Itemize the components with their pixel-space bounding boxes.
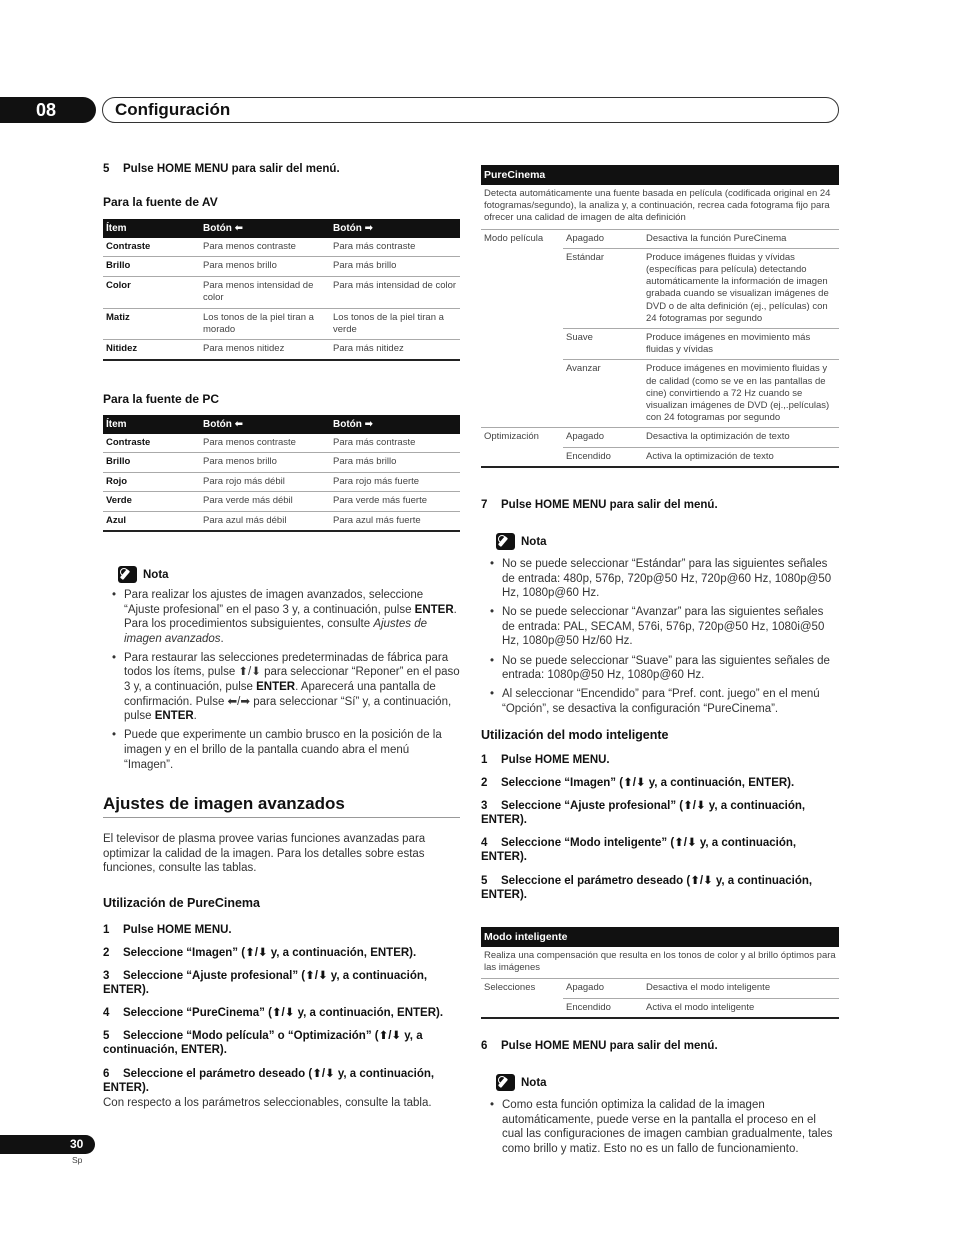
cell: Produce imágenes en movimiento fluidas y de calidad (como se ve en las pantallas de cine) convirtiendo a 72 Hz cuando se visualizan imágenes de DVD (ej.,.películas) con 24 fotogramas por segundo xyxy=(643,360,839,428)
cell: Para menos nitidez xyxy=(200,340,330,360)
list-item: • Al seleccionar “Encendido” para “Pref. cont. juego” en el menú “Opción”, se desactiva la configuración “PureCinema”. xyxy=(481,687,839,716)
notes-list xyxy=(481,557,839,721)
av-settings-table xyxy=(103,219,460,361)
cell: Matiz xyxy=(103,308,200,340)
list-item: • No se puede seleccionar “Suave” para las siguientes señales de entrada: 1080p@50 Hz, 1080p@60 Hz. xyxy=(481,654,839,683)
cell: Modo película xyxy=(484,232,544,244)
column-header: Ítem xyxy=(103,415,200,434)
table-row xyxy=(481,447,839,467)
step-exit-menu: 5 Pulse HOME MENU para salir del menú. xyxy=(103,163,340,175)
cell: Desactiva el modo inteligente xyxy=(643,979,839,998)
table-row xyxy=(481,428,839,447)
step-6-detail: Con respecto a los parámetros seleccionables, consulte la tabla. xyxy=(103,1097,432,1109)
table-row xyxy=(103,257,460,276)
chapter-title: Configuración xyxy=(115,100,231,119)
language-code: Sp xyxy=(72,1155,83,1165)
section-rule xyxy=(103,817,460,818)
table-header-row xyxy=(103,415,460,434)
cell xyxy=(481,248,563,328)
smart-mode-subheading: Utilización del modo inteligente xyxy=(481,728,669,742)
section-title: Ajustes de imagen avanzados xyxy=(103,794,345,813)
cell: Para más brillo xyxy=(330,453,460,472)
cell: Color xyxy=(103,276,200,308)
column-header: Botón ➡ xyxy=(330,219,460,238)
cell: Para menos contraste xyxy=(200,238,330,257)
cell: Azul xyxy=(103,511,200,531)
step-4: 4 Seleccione “PureCinema” (⬆/⬇ y, a continuación, ENTER). xyxy=(103,1007,444,1019)
column-header: Botón ➡ xyxy=(330,415,460,434)
pc-settings-table xyxy=(103,415,460,532)
note-heading: Nota xyxy=(118,566,169,583)
step-1: 1 Pulse HOME MENU. xyxy=(481,754,610,766)
cell: Apagado xyxy=(563,979,643,998)
cell: Contraste xyxy=(103,238,200,257)
table-row xyxy=(103,340,460,360)
cell xyxy=(481,329,563,360)
table-row xyxy=(481,248,839,328)
purecinema-table xyxy=(481,165,839,468)
table-row xyxy=(103,472,460,491)
cell: Encendido xyxy=(563,998,643,1018)
step-6: 6 Pulse HOME MENU para salir del menú. xyxy=(481,1040,718,1052)
cell: Rojo xyxy=(103,472,200,491)
cell: Para rojo más fuerte xyxy=(330,472,460,491)
step-4: 4 Seleccione “Modo inteligente” (⬆/⬇ y, a continuación, ENTER). xyxy=(481,837,797,863)
table-row xyxy=(481,979,839,998)
cell xyxy=(481,360,563,428)
chapter-number: 08 xyxy=(0,97,96,123)
table-header-row xyxy=(103,219,460,238)
cell: Optimización xyxy=(484,431,539,443)
cell: Encendido xyxy=(563,447,643,467)
cell: Produce imágenes en movimiento más fluidas y vívidas xyxy=(643,329,839,360)
table-row xyxy=(481,998,839,1018)
step-7: 7 Pulse HOME MENU para salir del menú. xyxy=(481,499,718,511)
step-5: 5 Seleccione el parámetro deseado (⬆/⬇ y, a continuación, ENTER). xyxy=(481,875,813,901)
pc-source-heading: Para la fuente de PC xyxy=(103,392,220,406)
cell: Para más brillo xyxy=(330,257,460,276)
cell: Apagado xyxy=(563,230,643,249)
cell: Desactiva la función PureCinema xyxy=(643,230,839,249)
step-3: 3 Seleccione “Ajuste profesional” (⬆/⬇ y, a continuación, ENTER). xyxy=(481,800,806,826)
table-title: Modo inteligente xyxy=(481,927,839,947)
cell: Contraste xyxy=(103,434,200,453)
step-1: 1 Pulse HOME MENU. xyxy=(103,924,232,936)
cell: Selecciones xyxy=(484,982,536,994)
table-description: Detecta automáticamente una fuente basada en película (codificada original en 24 fotogramas/segundo), la analiza y, a continuación, recrea cada fotograma fijo para ofrecer una calidad de imagen de alta definición xyxy=(481,185,839,230)
step-2: 2 Seleccione “Imagen” (⬆/⬇ y, a continuación, ENTER). xyxy=(103,947,417,959)
cell xyxy=(481,998,563,1018)
page-number: 30 xyxy=(0,1135,95,1154)
cell: Para rojo más débil xyxy=(200,472,330,491)
cell: Para más intensidad de color xyxy=(330,276,460,308)
cell: Para menos contraste xyxy=(200,434,330,453)
step-5: 5 Seleccione “Modo película” o “Optimización” (⬆/⬇ y, a continuación, ENTER). xyxy=(103,1030,423,1056)
list-item: • Para restaurar las selecciones predeterminadas de fábrica para todos los ítems, pulse ⬆/⬇ para seleccionar “Reponer” en el paso 3 y, a continuación, pulse ENTER. Aparecerá una pantalla de confirmación. Pulse ⬅/➡ para seleccionar “Sí” y, a continuación, pulse ENTER. xyxy=(103,651,460,724)
cell xyxy=(481,447,563,467)
cell: Apagado xyxy=(563,428,643,447)
step-2: 2 Seleccione “Imagen” (⬆/⬇ y, a continuación, ENTER). xyxy=(481,777,795,789)
cell: Activa el modo inteligente xyxy=(643,998,839,1018)
column-header: Botón ⬅ xyxy=(200,415,330,434)
cell: Suave xyxy=(563,329,643,360)
list-item: • No se puede seleccionar “Avanzar” para las siguientes señales de entrada: PAL, SECAM, 576i, 576p, 720p@50 Hz, 1080i@50 Hz, 1080p@50 Hz/60 Hz. xyxy=(481,605,839,649)
cell: Para azul más débil xyxy=(200,511,330,531)
cell: Estándar xyxy=(563,248,643,328)
table-row xyxy=(103,511,460,531)
table-row xyxy=(103,308,460,340)
cell: Brillo xyxy=(103,453,200,472)
list-item: • Para realizar los ajustes de imagen avanzados, seleccione “Ajuste profesional” en el paso 3 y, a continuación, pulse ENTER. Para los procedimientos subsiguientes, consulte Ajustes de imagen avanzados. xyxy=(103,588,460,646)
column-header: Botón ⬅ xyxy=(200,219,330,238)
list-item: • No se puede seleccionar “Estándar” para las siguientes señales de entrada: 480p, 576p, 720p@50 Hz, 720p@60 Hz, 1080p@50 Hz, 1080p@60 Hz. xyxy=(481,557,839,601)
note-pencil-icon xyxy=(118,566,137,583)
table-row xyxy=(481,329,839,360)
table-row xyxy=(103,238,460,257)
note-heading: Nota xyxy=(496,1074,547,1091)
cell: Los tonos de la piel tiran a verde xyxy=(330,308,460,340)
cell: Desactiva la optimización de texto xyxy=(643,428,839,447)
step-3: 3 Seleccione “Ajuste profesional” (⬆/⬇ y, a continuación, ENTER). xyxy=(103,970,428,996)
table-row xyxy=(103,492,460,511)
cell: Para más contraste xyxy=(330,434,460,453)
cell: Para más contraste xyxy=(330,238,460,257)
cell: Para menos intensidad de color xyxy=(200,276,330,308)
cell: Para verde más débil xyxy=(200,492,330,511)
notes-list xyxy=(103,588,460,777)
smart-mode-table xyxy=(481,927,839,1019)
step-6: 6 Seleccione el parámetro deseado (⬆/⬇ y, a continuación, ENTER). xyxy=(103,1068,435,1094)
column-header: Ítem xyxy=(103,219,200,238)
cell: Nitidez xyxy=(103,340,200,360)
list-item: • Puede que experimente un cambio brusco en la posición de la imagen y en el brillo de la pantalla cuando abra el menú “Imagen”. xyxy=(103,728,460,772)
section-intro: El televisor de plasma provee varias funciones avanzadas para optimizar la calidad de la imagen. Para los detalles sobre estas funciones, consulte las tablas. xyxy=(103,833,426,875)
table-row xyxy=(103,276,460,308)
cell: Para verde más fuerte xyxy=(330,492,460,511)
cell: Produce imágenes fluidas y vívidas (específicas para película) detectando automáticamente la información de imagen grabada cuando se visualizan imágenes de DVD o de alta definición (ej., películas) con 24 fotogramas por segundo xyxy=(643,248,839,328)
cell: Avanzar xyxy=(563,360,643,428)
table-title: PureCinema xyxy=(481,165,839,185)
cell: Verde xyxy=(103,492,200,511)
cell: Los tonos de la piel tiran a morado xyxy=(200,308,330,340)
purecinema-subheading: Utilización de PureCinema xyxy=(103,896,260,910)
cell: Para más nitidez xyxy=(330,340,460,360)
cell: Activa la optimización de texto xyxy=(643,447,839,467)
list-item: • Como esta función optimiza la calidad de la imagen automáticamente, puede verse en la pantalla el proceso en el cual las configuraciones de imagen cambian gradualmente, tales como brillo y matiz. Esto no es un fallo de funcionamiento. xyxy=(481,1098,839,1156)
table-description: Realiza una compensación que resulta en los tonos de color y al brillo óptimos para las imágenes xyxy=(481,947,839,979)
note-pencil-icon xyxy=(496,1074,515,1091)
cell: Para azul más fuerte xyxy=(330,511,460,531)
av-source-heading: Para la fuente de AV xyxy=(103,195,218,209)
table-row xyxy=(481,230,839,249)
note-heading: Nota xyxy=(496,533,547,550)
note-pencil-icon xyxy=(496,533,515,550)
table-row xyxy=(103,434,460,453)
table-row xyxy=(481,360,839,428)
table-row xyxy=(103,453,460,472)
cell: Brillo xyxy=(103,257,200,276)
cell: Para menos brillo xyxy=(200,453,330,472)
notes-list xyxy=(481,1098,839,1161)
cell: Para menos brillo xyxy=(200,257,330,276)
